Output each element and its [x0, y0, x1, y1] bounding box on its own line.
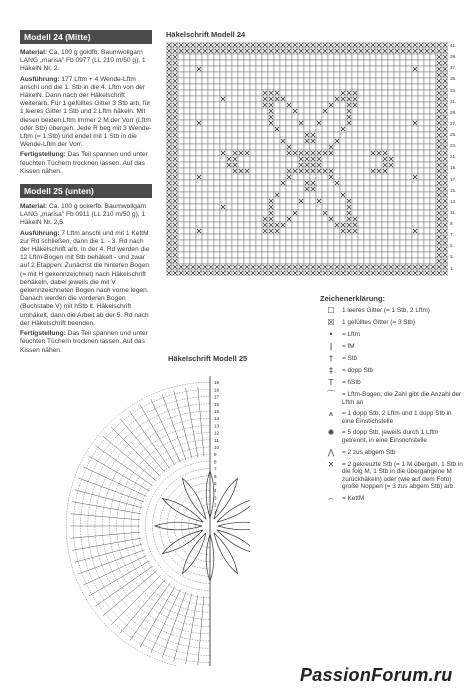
legend-symbol-icon: •: [328, 330, 334, 339]
row-number: 17.: [450, 176, 457, 182]
ring-number: 9: [214, 452, 217, 458]
legend-text: = Lftm-Bogen; die Zahl gibt die Anzahl der Lftm an: [342, 391, 462, 406]
modell25-fertigstellung: Fertigstellung: Das Teil spannen und unter feuchten Tüchern trocknen lassen. Auf das Kissen nähen.: [20, 330, 148, 354]
legend-items: [320, 307, 465, 503]
row-number: 9.: [450, 221, 454, 226]
row-number: 23.: [450, 143, 457, 149]
legend-item: [320, 367, 465, 375]
legend-symbol-icon: ⩚: [328, 409, 334, 419]
ring-number: 2: [214, 502, 217, 508]
ring-number: 1: [214, 509, 217, 515]
legend-text: = 1 dopp Stb, 2 Lftm und 1 dopp Stb in eine Einstichstelle: [342, 410, 452, 425]
chart25-title: Häkelschrift Modell 25: [168, 354, 248, 363]
legend-title: Zeichenerklärung:: [320, 294, 386, 303]
legend-item: [320, 319, 465, 327]
legend-symbol-icon: †: [329, 354, 333, 363]
legend-text: = dopp Stb: [342, 367, 374, 374]
ring-number: 11: [214, 437, 219, 443]
legend-text: = hStb: [342, 379, 361, 386]
legend-text: = Lftm: [342, 331, 360, 338]
chart24-row-numbers: [450, 42, 456, 276]
symbol-legend: [320, 294, 465, 507]
ring-number: 13: [214, 423, 220, 429]
row-number: 21.: [450, 154, 457, 160]
row-number: 7.: [450, 232, 454, 238]
legend-symbol-icon: ✺: [327, 428, 335, 438]
legend-item: [320, 355, 465, 363]
ring-number: 12: [214, 430, 220, 436]
ring-number: 4: [214, 488, 217, 494]
legend-item: [320, 429, 465, 444]
legend-symbol-icon: ‡: [329, 366, 333, 375]
legend-text: = 2 zus abgem Stb: [342, 448, 396, 456]
legend-symbol-icon: ⌒: [327, 390, 335, 399]
ring-number: 10: [214, 445, 220, 450]
row-number: 5.: [450, 243, 454, 249]
ring-number: 15: [214, 409, 220, 414]
modell25-header: Modell 25 (unten): [20, 184, 152, 198]
ring-number: 18: [214, 387, 220, 393]
ring-number: 5: [214, 481, 217, 486]
ring-number: 6: [214, 473, 217, 479]
modell24-material: Material: Ca. 100 g goldfb. Baumwollgarn LANG „marisa" Fb 0977 (LL 210 m/50 g), 1 HäkelN Nr. 2.: [20, 49, 146, 73]
row-number: 41.: [450, 43, 457, 48]
row-number: 39.: [450, 54, 457, 60]
legend-item: [320, 331, 465, 339]
legend-symbol-icon: ☒: [327, 318, 335, 327]
row-number: 31.: [450, 98, 457, 104]
legend-text: = fM: [342, 343, 355, 350]
row-number: 25.: [450, 132, 457, 137]
ring-number: 8: [214, 459, 217, 465]
legend-item: [320, 410, 465, 425]
row-number: 27.: [450, 120, 457, 126]
row-number: 33.: [450, 87, 457, 93]
legend-text: = Stb: [342, 355, 358, 362]
legend-symbol-icon: ⌢: [328, 493, 334, 503]
ring-number: 14: [214, 416, 220, 422]
legend-item: [320, 307, 465, 315]
legend-symbol-icon: ⋀: [327, 447, 335, 457]
row-number: 29.: [450, 109, 457, 115]
watermark: PassionForum.ru: [300, 665, 453, 685]
legend-symbol-icon: ✕: [327, 459, 335, 469]
row-number: 37.: [450, 65, 457, 71]
legend-text: 1 gefülltes Gitter (= 3 Stb): [342, 319, 415, 326]
row-number: 1.: [450, 265, 454, 271]
legend-symbol-icon: ǀ: [329, 342, 333, 351]
legend-symbol-icon: ☐: [327, 306, 335, 315]
legend-symbol-icon: T: [328, 378, 334, 387]
legend-text: = 5 dopp Stb, jeweils durch 1 Lftm getrennt, in eine Einstichstelle: [342, 429, 439, 444]
legend-item: [320, 391, 465, 406]
row-number: 35.: [450, 76, 457, 82]
row-number: 15.: [450, 187, 457, 193]
row-number: 11.: [450, 209, 457, 215]
ring-number: 19: [214, 380, 220, 386]
legend-item: [320, 461, 465, 491]
legend-item: [320, 379, 465, 387]
legend-text: = 2 gekreuzte Stb (= 1 M übergeh, 1 Stb in die folg M, 1 Stb in die übergangene M zurückhäkeln) oder (wie auf dem Foto) große Noppen (= 3 zus abgem Stb) arb.: [342, 460, 463, 491]
circular-chart-25: [50, 366, 250, 671]
legend-text: 1 leeres Gitter (= 1 Stb, 2 Lftm): [342, 307, 430, 314]
legend-item: [320, 449, 465, 457]
ring-number: 7: [214, 466, 217, 472]
modell24-fertigstellung: Fertigstellung: Das Teil spannen und unter feuchten Tüchern trocknen lassen. Auf das Kissen nähen.: [20, 151, 148, 175]
ring-number: 16: [214, 401, 220, 407]
legend-item: [320, 495, 465, 503]
chart24-title: Häkelschrift Modell 24: [166, 30, 246, 39]
filet-chart-24: [166, 42, 448, 281]
legend-text: = KettM: [342, 494, 365, 502]
ring-number: 3: [214, 495, 217, 501]
modell25-ausfuehrung: Ausführung: 7 Lftm anschl und mit 1 KettM zur Rd schließen, dann die 1. - 3. Rd nach der Häkelschrift arb. In der 4. Rd werden die 12 Lftm-Bogen mit Stb behäkelt - und zwar auf 2 Etappen: Zunächst die hinteren Bogen (= mit H gekennzeichnet) nach Häkelschrift behäkeln, dabei jeweils die mit V gekennzeichneten Bogen nach vorne legen. Danach werden die vorderen Bogen (Buchstabe V) mit hStb lt. Häkelschrift umhäkelt, dann die Arbeit ab der 5. Rd nach der Häkelschrift beenden.: [20, 229, 150, 327]
row-number: 19.: [450, 165, 457, 171]
modell25-material: Material: Ca. 100 g ockerfb. Baumwollgarn LANG „marisa" Fb 0911 (LL 210 m/50 g), 1 HäkelN Nr. 2,5.: [20, 203, 147, 227]
row-number: 13.: [450, 198, 457, 204]
row-number: 3.: [450, 254, 454, 260]
instructions-column: [20, 30, 152, 357]
modell24-header: Modell 24 (Mitte): [20, 30, 152, 44]
legend-item: [320, 343, 465, 351]
ring-number: 17: [214, 394, 220, 400]
modell24-ausfuehrung: Ausführung: 177 Lftm + 4 Wende-Lftm anschl und die 1. Stb in die 4. Lftm von der HäkelN. Dann nach der Häkelschrift weiterarb. Für 1 gefülltes Gitter 3 Stb arb, für 1 leeres Gitter 1 Stb und 2 Lftm häkeln. Mit diesen beiden Lftm immer 2 M der Vorr (Lftm oder Stb) übergeh. Jede R beg mit 3 Wende-Lftm (= 1.Stb) und endet mit 1 Stb in die Wende-Lftm der Vorr.: [20, 75, 152, 149]
